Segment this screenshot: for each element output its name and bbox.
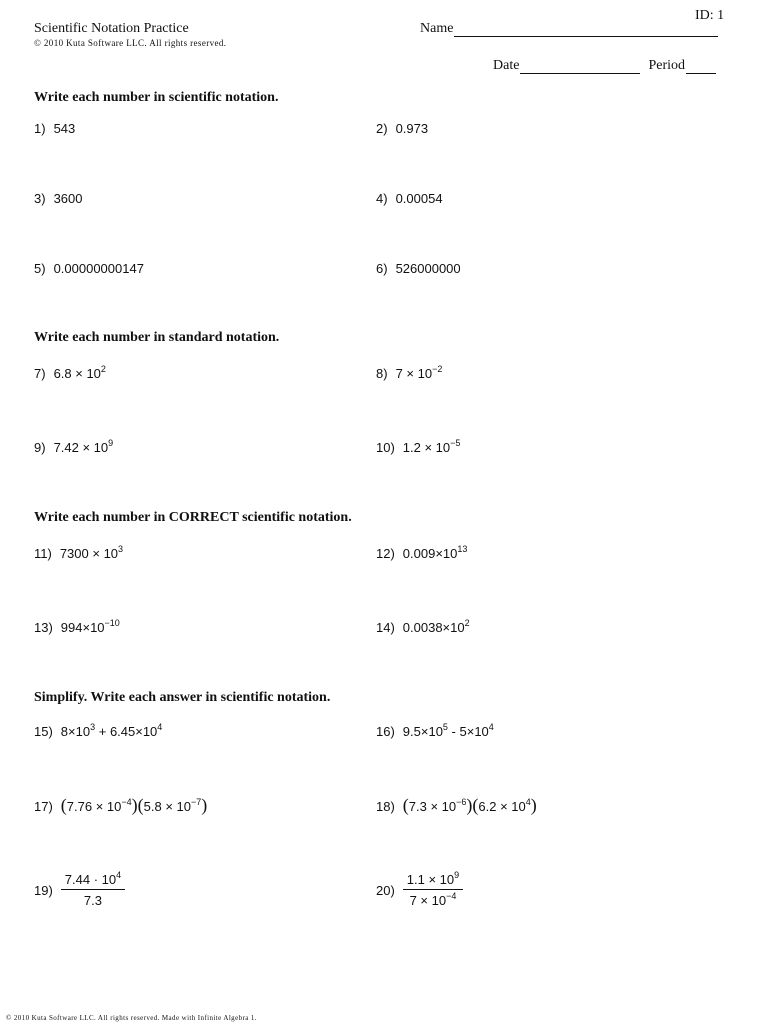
worksheet-id: ID: 1 <box>695 8 725 23</box>
exponent: −10 <box>104 618 120 628</box>
problem-expression: $994\times 10^{-10}$ <box>60 618 120 635</box>
problem-number: 15) <box>34 724 53 739</box>
problem-number: 13) <box>34 620 53 635</box>
date-label: Date <box>493 58 520 73</box>
fraction-denominator: 7.3 <box>83 893 102 908</box>
exponent: 3 <box>118 544 124 554</box>
problem-expression: 3600 <box>53 191 83 206</box>
problem-number: 9) <box>34 440 46 455</box>
problem-number: 5) <box>34 261 46 276</box>
fraction-denominator: $7 \times 10^{-4}$ <box>409 891 457 908</box>
problem-11 <box>34 546 123 561</box>
problem-2 <box>376 121 428 136</box>
problem-3 <box>34 191 82 206</box>
problem-17 <box>34 796 207 814</box>
problem-number: 8) <box>376 366 388 381</box>
date-blank-line[interactable] <box>520 59 640 74</box>
section-title: Write each number in scientific notation. <box>34 90 279 105</box>
date-period-field <box>493 58 716 74</box>
problem-19 <box>34 872 125 908</box>
problem-10 <box>376 440 460 455</box>
period-label: Period <box>648 58 685 73</box>
problem-number: 7) <box>34 366 46 381</box>
problem-expression: $9.5\times 10^5 - 5\times 10^4$ <box>402 722 494 739</box>
exponent: −2 <box>432 364 443 374</box>
problem-9 <box>34 440 113 455</box>
problem-12 <box>376 546 467 561</box>
problem-number: 12) <box>376 546 395 561</box>
problem-number: 1) <box>34 121 46 136</box>
problem-expression: $0.009\times 10^{13}$ <box>402 544 468 561</box>
problem-6 <box>376 261 461 276</box>
problem-expression: $7300 \times 10^3$ <box>59 544 124 561</box>
problem-expression: $1.2 \times 10^{-5}$ <box>402 438 461 455</box>
problem-fraction <box>61 872 125 908</box>
exponent: −5 <box>450 438 461 448</box>
problem-number: 6) <box>376 261 388 276</box>
problem-1 <box>34 121 75 136</box>
problem-expression: $6.8 \times 10^2$ <box>53 364 106 381</box>
name-blank-line[interactable] <box>454 22 718 37</box>
problem-expression: $7.42 \times 10^9$ <box>53 438 114 455</box>
problem-expression: 543 <box>53 121 76 136</box>
problem-number: 20) <box>376 882 395 898</box>
problem-4 <box>376 191 443 206</box>
section-title: Write each number in CORRECT scientific notation. <box>34 510 352 525</box>
problem-number: 17) <box>34 799 53 814</box>
problem-15 <box>34 724 162 739</box>
problem-expression: $0.0038\times 10^2$ <box>402 618 470 635</box>
problem-number: 19) <box>34 882 53 898</box>
problem-number: 14) <box>376 620 395 635</box>
problem-13 <box>34 620 120 635</box>
problem-expression: 0.973 <box>395 121 429 136</box>
problem-expression: $8\times 10^3 + 6.45\times 10^4$ <box>60 722 163 739</box>
problem-number: 16) <box>376 724 395 739</box>
problem-number: 3) <box>34 191 46 206</box>
exponent: 2 <box>100 364 106 374</box>
problem-expression: $7 \times 10^{-2}$ <box>395 364 443 381</box>
problem-18 <box>376 796 537 814</box>
problem-fraction <box>403 872 463 908</box>
problem-5 <box>34 261 144 276</box>
problem-expression: 0.00000000147 <box>53 261 144 276</box>
fraction-numerator: $1.1 \times 10^9$ <box>403 872 463 890</box>
copyright-notice: © 2010 Kuta Software LLC. All rights reserved. <box>34 38 227 48</box>
problem-number: 4) <box>376 191 388 206</box>
problem-8 <box>376 366 442 381</box>
worksheet-title: Scientific Notation Practice <box>34 21 189 36</box>
problem-expression: $(7.3 \times 10^{-6})(6.2 \times 10^4)$ <box>402 795 537 815</box>
problem-expression: 526000000 <box>395 261 461 276</box>
problem-expression: $(7.76 \times 10^{-4})(5.8 \times 10^{-7})$ <box>60 795 208 815</box>
problem-number: 18) <box>376 799 395 814</box>
period-blank-line[interactable] <box>686 59 716 74</box>
exponent: 13 <box>457 544 468 554</box>
problem-14 <box>376 620 470 635</box>
problem-20 <box>376 872 463 908</box>
problem-7 <box>34 366 106 381</box>
section-title: Simplify. Write each answer in scientific notation. <box>34 690 331 705</box>
name-label: Name <box>420 21 454 36</box>
fraction-numerator: $7.44 \cdot 10^4$ <box>61 872 125 890</box>
problem-expression: 0.00054 <box>395 191 443 206</box>
exponent: 9 <box>108 438 114 448</box>
name-field <box>420 21 718 37</box>
section-title: Write each number in standard notation. <box>34 330 280 345</box>
problem-number: 11) <box>34 546 52 561</box>
problem-16 <box>376 724 494 739</box>
problem-number: 10) <box>376 440 395 455</box>
exponent: 2 <box>464 618 470 628</box>
footer-copyright: © 2010 Kuta Software LLC. All rights reserved. Made with Infinite Algebra 1. <box>6 1014 257 1022</box>
problem-number: 2) <box>376 121 388 136</box>
